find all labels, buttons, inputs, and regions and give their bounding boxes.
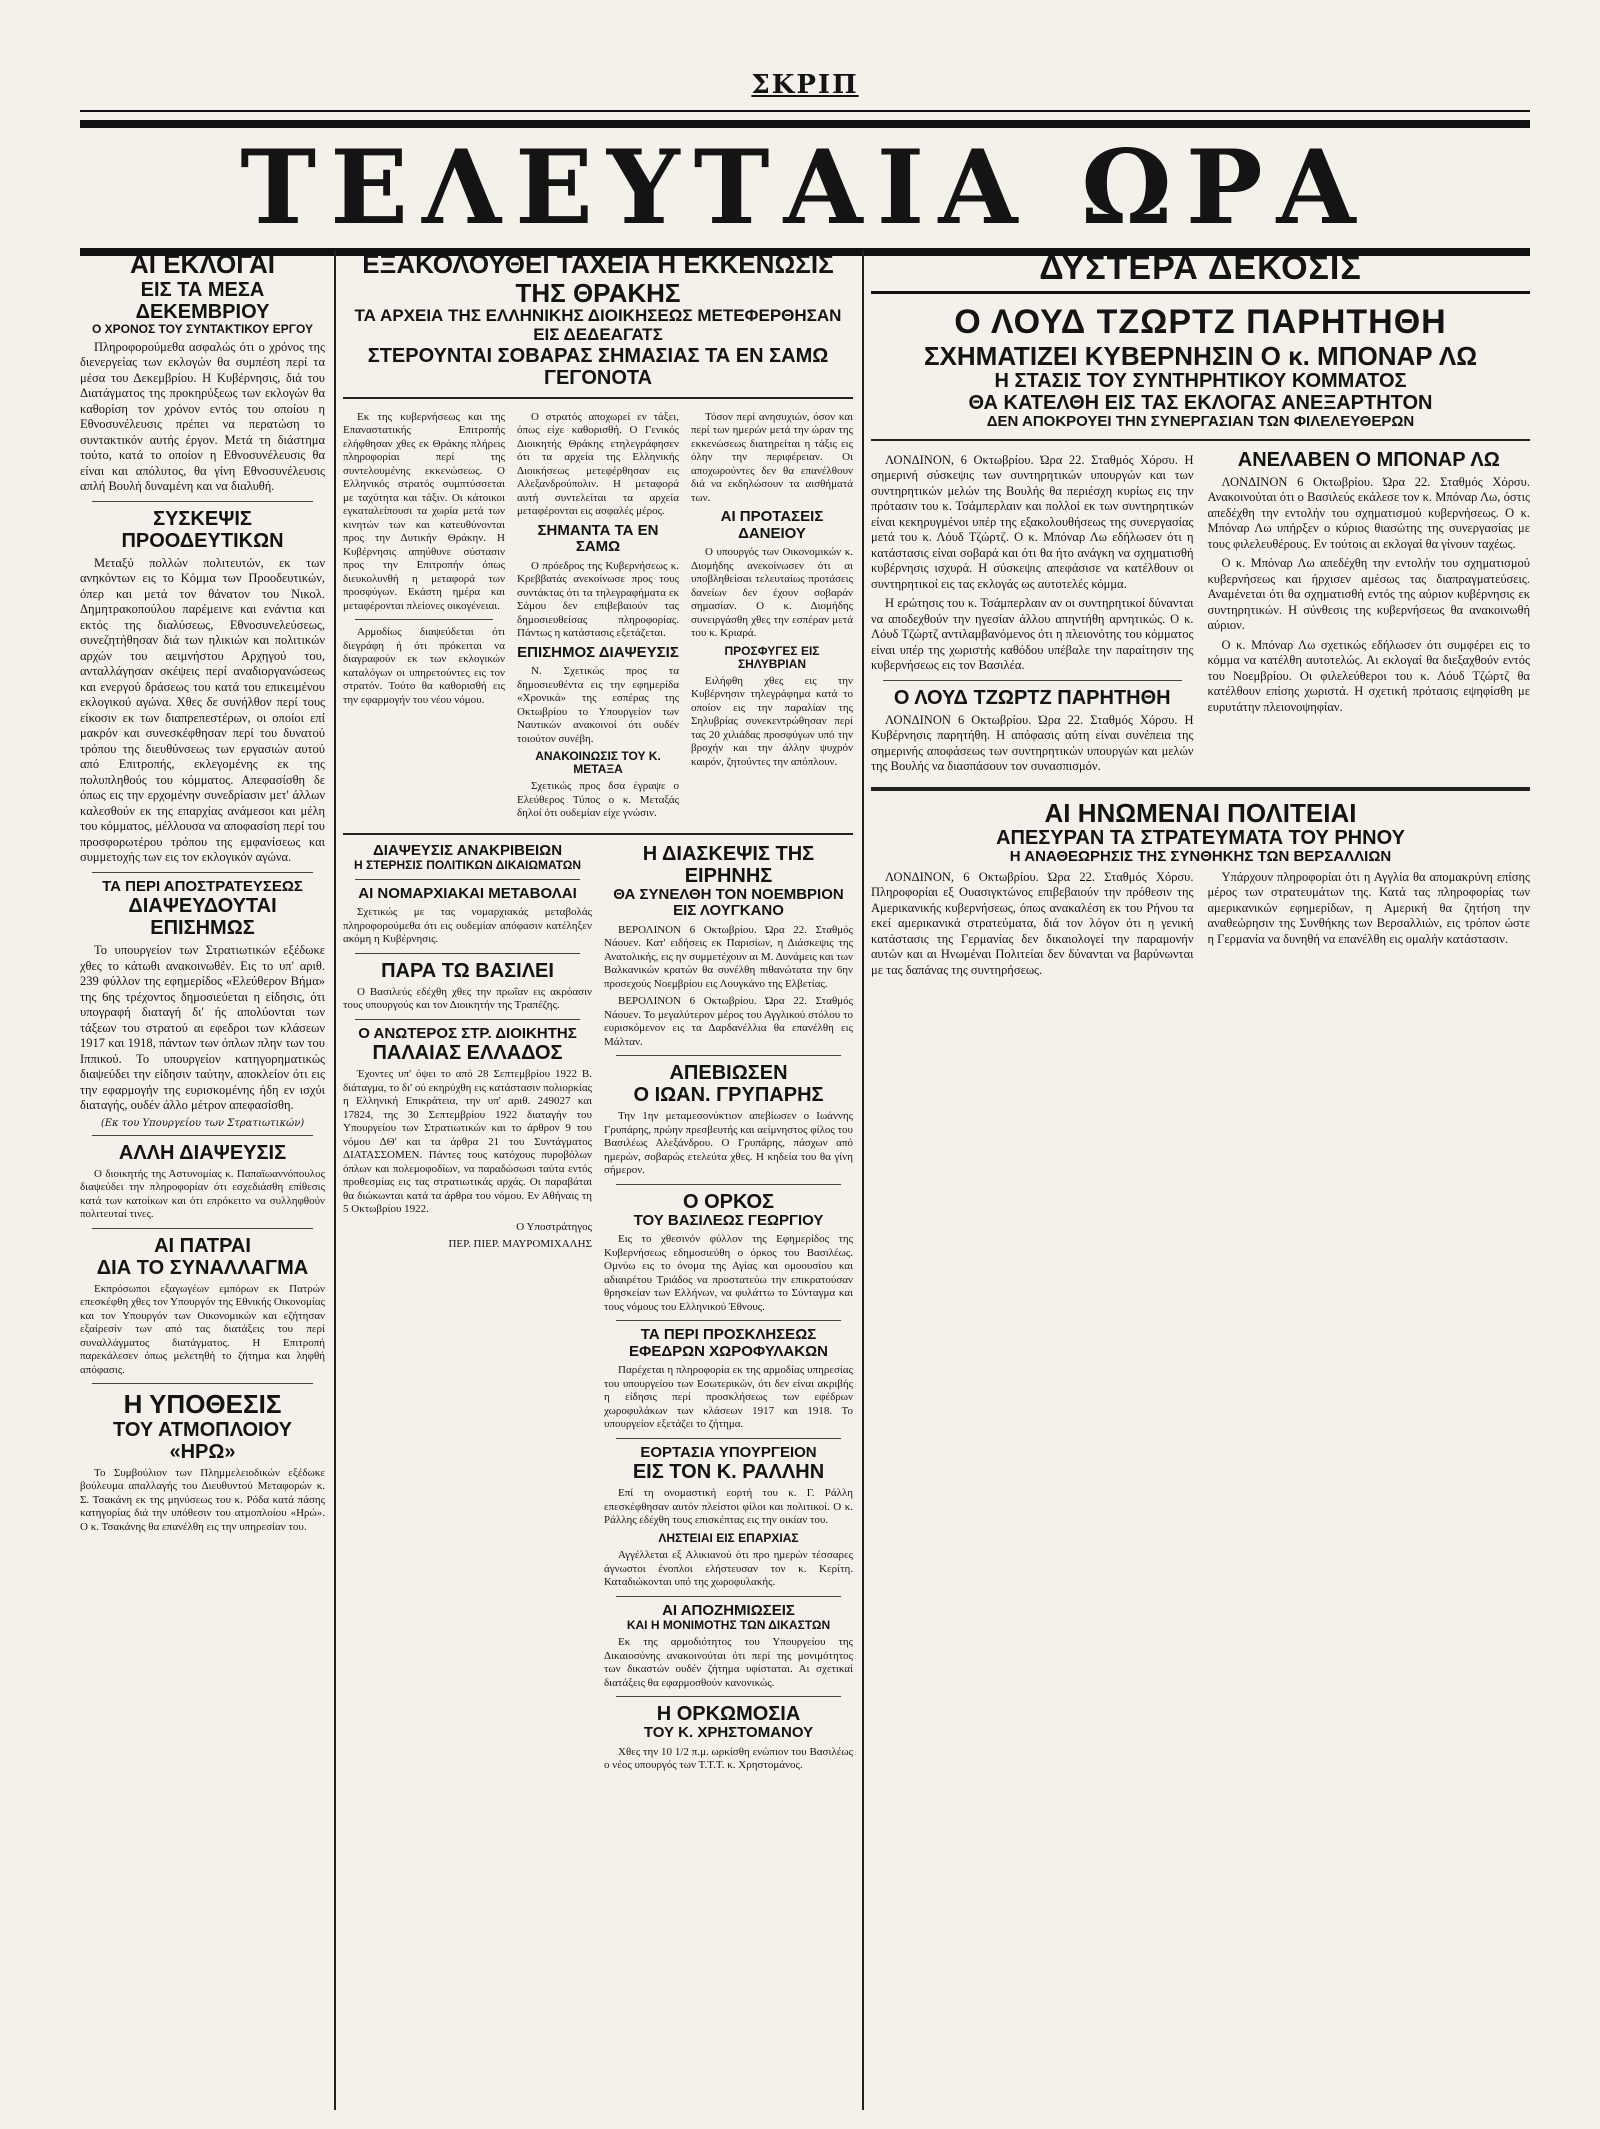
subhead-patras: ΔΙΑ ΤΟ ΣΥΝΑΛΛΑΓΜΑ bbox=[96, 1256, 309, 1279]
headline-lloyd-resigned: Ο ΛΟΥΔ ΤΖΩΡΤΖ ΠΑΡΗΤΗΘΗ bbox=[893, 686, 1171, 709]
divider bbox=[343, 397, 853, 399]
article-gendarmes: Παρέχεται η πληροφορία εκ της αρμοδίας υπηρεσίας του υπουργείου των Εσωτερικών, ότι δεν είναι ακριβής η είδησις περί προσκλήσεως των εφέδρων χωροφυλάκων των κλάσεων 1917 και 1918. Το υπουργείον εξετάζει το ζήτημα. bbox=[604, 1364, 853, 1431]
article-refugees: Ειλήφθη χθες εις την Κυβέρνησιν τηλεγράφημα κατά το οποίον εις την παραλίαν της Σηλυβρίας συνεκεντρώθησαν περί τας 20 χιλιάδας προσφύγων υπό την βροχήν και την άλλην ψυχρόν καιρόν, ζητούντες την απόπλουν. bbox=[691, 674, 853, 768]
article-samos: Ο πρόεδρος της Κυβερνήσεως κ. Κρεββατάς ανεκοίνωσε προς τους συντάκτας ότι τα τηλεγραφήματα εκ Σάμου δεν επιβεβαιούν τας δημοσιευθείσας πληροφορίας. Πάντως η κατάστασις εξετάζεται. bbox=[517, 559, 679, 640]
article-provinces: Αγγέλλεται εξ Αλικιανού ότι προ ημερών τέσσαρες άγνωστοι ένοπλοι ελήστευσαν τον κ. Κερίτη. Καταδιώκονται υπό της χωροφυλακής. bbox=[604, 1549, 853, 1589]
article-peace-2: ΒΕΡΟΛΙΝΟΝ 6 Οκτωβρίου. Ώρα 22. Σταθμός Νάουεν. Το μεγαλύτερον μέρος του Αγγλικού στόλου το ευρισκόμενον εις τα Δαρδανέλλια θα επανέλθη εις Μάλταν. bbox=[604, 995, 853, 1048]
headline-king: ΠΑΡΑ ΤΩ ΒΑΣΙΛΕΙ bbox=[381, 959, 554, 982]
headline-gendarmes: ΤΑ ΠΕΡΙ ΠΡΟΣΚΛΗΣΕΩΣ bbox=[640, 1326, 817, 1344]
masthead: ΣΚΡΙΠ bbox=[751, 70, 859, 100]
headline-other-denial: ΑΛΛΗ ΔΙΑΨΕΥΣΙΣ bbox=[118, 1141, 287, 1164]
headline-provinces: ΛΗΣΤΕΙΑΙ ΕΙΣ ΕΠΑΡΧΙΑΣ bbox=[658, 1530, 799, 1545]
divider bbox=[92, 872, 313, 873]
subhead-elections: ΕΙΣ ΤΑ ΜΕΣΑ ΔΕΚΕΜΒΡΙΟΥ bbox=[135, 278, 270, 323]
headline-case: Η ΥΠΟΘΕΣΙΣ bbox=[123, 1389, 282, 1420]
rhine-article-columns bbox=[871, 866, 1530, 983]
headline-inaccuracies: ΔΙΑΨΕΥΣΙΣ ΑΝΑΚΡΙΒΕΙΩΝ bbox=[372, 841, 563, 859]
headline-bonar-took-over: ΑΝΕΛΑΒΕΝ Ο ΜΠΟΝΑΡ ΛΩ bbox=[1237, 448, 1500, 471]
subhead-commander: ΠΑΛΑΙΑΣ ΕΛΛΑΔΟΣ bbox=[372, 1042, 563, 1065]
subhead-oath: ΤΟΥ ΒΑΣΙΛΕΩΣ ΓΕΩΡΓΙΟΥ bbox=[633, 1211, 824, 1229]
subhead-thrace: ΤΑ ΑΡΧΕΙΑ ΤΗΣ ΕΛΛΗΝΙΚΗΣ ΔΙΟΙΚΗΣΕΩΣ ΜΕΤΕΦΕΡΘΗΣΑΝ ΕΙΣ ΔΕΔΕΑΓΑΤΣ bbox=[354, 306, 842, 344]
divider bbox=[355, 619, 493, 620]
article-metaxas: Σχετικώς προς δσα έγραψε ο Ελεύθερος Τύπος ο κ. Μεταξάς δηλοί ότι ουδεμίαν είχε γνώσιν. bbox=[517, 780, 679, 820]
headline-swearing-in: Η ΟΡΚΩΜΟΣΙΑ bbox=[656, 1703, 801, 1726]
divider bbox=[616, 1438, 841, 1439]
subhead-demobilization: ΔΙΑΨΕΥΔΟΥΤΑΙ ΕΠΙΣΗΜΩΣ bbox=[128, 895, 277, 940]
article-thrace-1b: Αρμοδίως διαψεύδεται ότι διεγράφη ή ότι πρόκειται να διαγραφούν εκ των εκλογικών καταλόγων οι υπηρετούντες εις τον στρατόν. Τούτο θα καθορισθή εις την εφαρμογήν του νέου νόμου. bbox=[343, 626, 505, 706]
subhead-peace: ΘΑ ΣΥΝΕΛΘΗ ΤΟΝ ΝΟΕΜΒΡΙΟΝ ΕΙΣ ΛΟΥΓΚΑΝΟ bbox=[613, 885, 844, 920]
divider bbox=[616, 1184, 841, 1185]
subhead-gendarmes: ΕΦΕΔΡΩΝ ΧΩΡΟΦΥΛΑΚΩΝ bbox=[629, 1342, 828, 1360]
headline-progressives: ΣΥΣΚΕΨΙΣ ΠΡΟΟΔΕΥΤΙΚΩΝ bbox=[121, 507, 284, 552]
article-resignation-a: ΛΟΝΔΙΝΟΝ, 6 Οκτωβρίου. Ώρα 22. Σταθμός Χόρσυ. Η σημερινή σύσκεψις των συντηρητικών υπουργών και των συντηρητικών μελών της Βουλής θα περιέσχη κυρίως εις την πρότασιν του κ. Τσάμπερλαιν και πολλοί εκ των συντηρητικών είναι κεκηρυγμένοι υπέρ της εξακολουθήσεως της συνεργασίας μετά του κ. Λόυδ Τζώρτζ. Ο κ. Μπόναρ Λω εδήλωσεν ότι η κατάστασις είναι σοβαρά και ότι θα ήτο ανάγκη να σχηματισθή κυβέρνησις ισχυρά. Η σύσκεψις απεφάσισε να κατέλθουν οι συντηρητικοί εις τας εκλογάς ως αυτοτελές κόμμα. bbox=[871, 452, 1194, 591]
divider bbox=[343, 833, 853, 835]
subhead-samos: ΣΤΕΡΟΥΝΤΑΙ ΣΟΒΑΡΑΣ ΣΗΜΑΣΙΑΣ ΤΑ ΕΝ ΣΑΜΩ ΓΕΓΟΝΟΤΑ bbox=[367, 344, 829, 389]
column-right bbox=[871, 250, 1530, 2110]
subhead-liberals: ΔΕΝ ΑΠΟΚΡΟΥΕΙ ΤΗΝ ΣΥΝΕΡΓΑΣΙΑΝ ΤΩΝ ΦΙΛΕΛΕΥΘΕΡΩΝ bbox=[986, 413, 1415, 431]
subhead-independent: ΘΑ ΚΑΤΕΛΘΗ ΕΙΣ ΤΑΣ ΕΚΛΟΓΑΣ ΑΝΕΞΑΡΤΗΤΟΝ bbox=[968, 392, 1433, 415]
article-demobilization: Το υπουργείον των Στρατιωτικών εξέδωκε χθες το κάτωθι ανακοινωθέν. Εις το υπ' αριθ. 239 φύλλον της εφημερίδος «Ελεύθερον Βήμα» της 6ης τρέχοντος δημοσιεύεται η είδησις, ότι υπογραφή διαταγή δι' ής απολύονται των τάξεων του στρατού αι εφεδροι των κλάσεων 1917 και 1918, πάντων των όπλων πλην των του Ιππικού. Το υπουργείον κατηγορηματικώς διαψεύδει την είδησιν ταύτην, αποκλείον ότι εις την εφαρμογήν της ευρισκομένης ήδη εν ισχύι διαταγής, ουδέν άλλο μέτρον απεφασίσθη. bbox=[80, 943, 325, 1113]
divider bbox=[616, 1596, 841, 1597]
subhead-judges: ΚΑΙ Η ΜΟΝΙΜΟΤΗΣ ΤΩΝ ΔΙΚΑΣΤΩΝ bbox=[626, 1618, 831, 1633]
signature-name: ΠΕΡ. ΠΙΕΡ. ΜΑΥΡΟΜΙΧΑΛΗΣ bbox=[448, 1238, 592, 1251]
subhead-inaccuracies: Η ΣΤΕΡΗΣΙΣ ΠΟΛΙΤΙΚΩΝ ΔΙΚΑΙΩΜΑΤΩΝ bbox=[353, 858, 582, 873]
thrace-col-2 bbox=[517, 407, 679, 825]
divider bbox=[92, 1228, 313, 1229]
top-rule bbox=[80, 110, 1530, 112]
subhead-versailles: Η ΑΝΑΘΕΩΡΗΣΙΣ ΤΗΣ ΣΥΝΘΗΚΗΣ ΤΩΝ ΒΕΡΣΑΛΛΙΩΝ bbox=[1009, 848, 1392, 866]
column-rule bbox=[334, 250, 336, 2110]
headline-official-denial: ΕΠΙΣΗΜΟΣ ΔΙΑΨΕΥΣΙΣ bbox=[517, 643, 679, 661]
middle-lower-left bbox=[343, 843, 592, 1777]
headline-demobilization: ΤΑ ΠΕΡΙ ΑΠΟΣΤΡΑΤΕΥΣΕΩΣ bbox=[102, 877, 303, 895]
headline-metaxas: ΑΝΑΚΟΙΝΩΣΙΣ ΤΟΥ Κ. ΜΕΤΑΞΑ bbox=[535, 749, 661, 777]
thrace-col-3 bbox=[691, 407, 853, 825]
article-other-denial: Ο διοικητής της Αστυνομίας κ. Παπαϊωαννόπουλος διαψεύδει την πληροφορίαν ότι εσχεδιάσθη επίθεσις κατά των κατοίκων και ότι επρόκειτο να συλληφθούν πολιτευταί τινες. bbox=[80, 1167, 325, 1221]
headline-thrace: ΕΞΑΚΟΛΟΥΘΕΙ ΤΑΧΕΙΑ Η ΕΚΚΕΝΩΣΙΣ ΤΗΣ ΘΡΑΚΗΣ bbox=[362, 250, 834, 308]
banner bbox=[80, 120, 1530, 256]
thrace-article-columns bbox=[343, 407, 853, 825]
newspaper-page bbox=[80, 70, 1530, 2110]
divider bbox=[355, 953, 580, 954]
divider bbox=[355, 879, 580, 880]
article-thrace-3: Τόσον περί ανησυχιών, όσον και περί των ημερών μετά την ώραν της εκκενώσεως διατηρείται η τάξις εις όλην την περιφέρειαν. Οι αποχωρούντες δεν θα επανέλθουν διά να εκδηλώσουν τα αισθήματά των. bbox=[691, 410, 853, 504]
article-rallis: Επί τη ονομαστική εορτή του κ. Γ. Ράλλη επεσκέφθησαν αυτόν πλείστοι φίλοι και πολιτικοί. Ο κ. Ράλλης εδέχθη τους επισκέπτας εις την οικίαν του. bbox=[604, 1487, 853, 1527]
headline-commander: Ο ΑΝΩΤΕΡΟΣ ΣΤΡ. ΔΙΟΙΚΗΤΗΣ bbox=[358, 1024, 577, 1042]
divider bbox=[871, 787, 1530, 791]
article-nomarchs: Σχετικώς με τας νομαρχιακάς μεταβολάς πληροφορούμεθα ότι εις ουδεμίαν απόφασιν κατέληξεν ακόμη η Κυβέρνησις. bbox=[343, 906, 592, 946]
headline-judges: ΑΙ ΑΠΟΖΗΜΙΩΣΕΙΣ bbox=[662, 1601, 795, 1619]
article-oath: Εις το χθεσινόν φύλλον της Εφημερίδος της Κυβερνήσεως εδημοσιεύθη ο όρκος του Βασιλέως. Ομνύω εις το όνομα της Αγίας και ομοουσίου και αδιαιρέτου Τριάδος να προστατεύω την επικρατούσαν θρησκείαν των Ελλήνων, να φυλάττω το Σύνταγμα και τους νόμους του Ελληνικού Έθνους. bbox=[604, 1233, 853, 1313]
article-commander: Έχοντες υπ' όψει το από 28 Σεπτεμβρίου 1922 Β. διάταγμα, το δι' ού εκηρύχθη εις κατάστασιν πολιορκίας η Ελληνική Επικράτεια, την υπ' αριθ. 249027 και 17824, της 30 Σεπτεμβρίου 1922 διαταγήν του Υπουργείου των Στρατιωτικών και το άρθρον 9 του νόμου ΔΘ' και τα άρθρα 21 του Συντάγματος ΔΙΑΤΑΣΣΟΜΕΝ. Πάντες τους κατόχους πυροβόλων όπλων και πολεμοφοδίων, να παραδώσωσι ταύτα εντός προθεσμίας εις τας στρατιωτικάς αρχάς. Οι παραβάται θα διώκωνται κατά τα άρθρα του νόμου. Εν Αθήναις τη 5 Οκτωβρίου 1922. bbox=[343, 1068, 592, 1216]
subhead-case: ΤΟΥ ΑΤΜΟΠΛΟΙΟΥ «ΗΡΩ» bbox=[113, 1418, 292, 1463]
banner-title: ΤΕΛΕΥΤΑΙΑ ΩΡΑ bbox=[240, 128, 1370, 248]
subhead-bonar-law: ΣΧΗΜΑΤΙΖΕΙ ΚΥΒΕΡΝΗΣΙΝ Ο κ. ΜΠΟΝΑΡ ΛΩ bbox=[923, 340, 1478, 371]
article-thrace-2: Ο στρατός αποχωρεί εν τάξει, όπως είχε καθορισθή. Ο Γενικός Διοικητής Θράκης ετηλεγράφησεν ότι τα αρχεία της Ελληνικής Διοικήσεως μετεφέρθησαν εις Αλεξανδρούπολιν. Η μεταφορά αυτή συντελείται τα αρχεία μεταφέρονται εις ασφαλές μέρος. bbox=[517, 410, 679, 518]
article-elections: Πληροφορούμεθα ασφαλώς ότι ο χρόνος της διενεργείας των εκλογών θα συμπέση περί τα μέσα του Δεκεμβρίου. Η Κυβέρνησις, διά του Διατάγματος της προκηρύξεως των εκλογών θα καθορίση τον χρόνον εντός του οποίου η Εθνοσυνέλευσις πρέπει να περατώση το συντακτικόν αυτής έργον. Μετά τη διάστημα τούτο, κατά το οποίον η Εθνοσυνέλευσις θα είναι και απόλυτος, θα γίνη Εθνοσυνέλευσις απλή Βουλή δυναμένη και να διαλυθή. bbox=[80, 339, 325, 494]
column-middle bbox=[343, 250, 853, 2110]
divider bbox=[92, 1383, 313, 1384]
article-peace-1: ΒΕΡΟΛΙΝΟΝ 6 Οκτωβρίου. Ώρα 22. Σταθμός Νάουεν. Κατ' ειδήσεις εκ Παρισίων, η Διάσκεψις της Ανατολικής, εις ην συμμετέχουν αι Μ. Δυνάμεις και των Βαλκανικών κρατών θα συνέλθη πιθανώτατα την 6ην προσεχούς Νοεμβρίου εις Λουγκάνο της Ελβετίας. bbox=[604, 923, 853, 990]
article-progressives: Μεταξύ πολλών πολιτευτών, εκ των ανηκόντων εις το Κόμμα των Προοδευτικών, όπερ και μετά τον θάνατον του Νικολ. Δημητρακοπούλου παρέμεινε και ενάντια και εκτός της διαλύσεως, Εθνοσυνελεύσεως, συνεζητήθησαν διά των ηλικιών και πολιτικών αρχών του αειμνήστου Αρχηγού του, ανταλλάγησαν σκέψεις περί αναδιοργανώσεως και ενεργού δράσεως του κατά του επικειμένου εκλογικού αγώνα. Χθες δε συνήλθον περί τους είκοσιν εκ των διαπρεπεστέρων, οι οποίοι επί μακρόν και συνεσκέφθησαν περί του δυνατού τρόπου της διευθύνσεως των εργασιών αυτού από Επιτροπής, εκλεγομένης εκ της πολυπληθούς του κόμματος. Απεφασίσθη δε όπως εις την ερχομένην συνεδρίασιν μετ' άλλων καλεσθούν εκ της επαρχίας ανάμεσοι και μέλη του κόμματος, μέλλουσα να αποφασίση περί του προσφορωτέρου τρόπου της εμφανίσεως και συμμετοχής των εις τον εκλογικόν αγώνα. bbox=[80, 555, 325, 865]
article-lloyd-resigned: ΛΟΝΔΙΝΟΝ 6 Οκτωβρίου. Ώρα 22. Σταθμός Χόρσυ. Η Κυβέρνησις παρητήθη. Η απόφασις αύτη είναι συνέπεια της σημερινής αποφάσεως των συντηρητικών υπουργών και μελών της Βουλής να διασπάσουν τον συνασπισμόν. bbox=[871, 712, 1194, 774]
middle-lower-right bbox=[604, 843, 853, 1777]
note-source: (Εκ του Υπουργείου των Στρατιωτικών) bbox=[100, 1117, 305, 1129]
subhead-rallis: ΕΙΣ ΤΟΝ Κ. ΡΑΛΛΗΝ bbox=[632, 1461, 825, 1484]
divider bbox=[871, 439, 1530, 441]
signature-rank: Ο Υποστράτηγος bbox=[516, 1220, 592, 1233]
right-article-columns bbox=[871, 449, 1530, 779]
article-bonar-d: Ο κ. Μπόναρ Λω σχετικώς εδήλωσεν ότι συμφέρει εις το κόμμα να κατέλθη αυτοτελώς. Αι εκλογαί θα διεξαχθούν εντός του Νοεμβρίου. Οι φιλελεύθεροι του κ. Λόυδ Τζώρτζ θα κατέλθουν επίσης χωριστά. Η σχετική πρότασις εψηφίσθη με ευρυτάτην πλειονοψηφίαν. bbox=[1207, 637, 1530, 714]
headline-peace: Η ΔΙΑΣΚΕΨΙΣ ΤΗΣ ΕΙΡΗΝΗΣ bbox=[642, 842, 815, 887]
subhead-conservatives: Η ΣΤΑΣΙΣ ΤΟΥ ΣΥΝΤΗΡΗΤΙΚΟΥ ΚΟΜΜΑΤΟΣ bbox=[994, 370, 1407, 393]
subhead-obituary: Ο ΙΩΑΝ. ΓΡΥΠΑΡΗΣ bbox=[633, 1084, 824, 1107]
article-swearing-in: Χθες την 10 1/2 π.μ. ωρκίσθη ενώπιον του Βασιλέως ο νέος υπουργός των Τ.Τ.Τ. κ. Χρηστομάνος. bbox=[604, 1745, 853, 1772]
divider bbox=[92, 501, 313, 502]
article-bonar-c: Ο κ. Μπόναρ Λω απεδέχθη την εντολήν του σχηματισμού κυβερνήσεως και ήρχισεν αμέσως τας διαπραγματεύσεις. Αναμένεται ότι θα σχηματισθή εντός της αύριον κυβέρνησις εκ συντηρητικών. Η σύνθεσις της κυβερνήσεως θα ανακοινωθή αύριον. bbox=[1207, 556, 1530, 633]
article-loan: Ο υπουργός των Οικονομικών κ. Διομήδης ανεκοίνωσεν ότι αι υποβληθείσαι τελευταίως προτάσεις δανείων δεν έχουν σοβαράν σημασίαν. Ο κ. Διομήδης συνειργάσθη χθες την εσπέραν μετά του κ. Κριαρά. bbox=[691, 546, 853, 640]
headline-obituary: ΑΠΕΒΙΩΣΕΝ bbox=[669, 1062, 788, 1085]
middle-lower-columns bbox=[343, 843, 853, 1777]
headline-oath: Ο ΟΡΚΟΣ bbox=[682, 1190, 775, 1213]
headline-lloyd-george: Ο ΛΟΥΔ ΤΖΩΡΤΖ ΠΑΡΗΤΗΘΗ bbox=[954, 303, 1447, 342]
right-col-1 bbox=[871, 449, 1194, 779]
subhead-elections-2: Ο ΧΡΟΝΟΣ ΤΟΥ ΣΥΝΤΑΚΤΙΚΟΥ ΕΡΓΟΥ bbox=[92, 321, 313, 336]
divider bbox=[883, 680, 1182, 681]
headline-refugees: ΠΡΟΣΦΥΓΕΣ ΕΙΣ ΣΗΛΥΒΡΙΑΝ bbox=[724, 643, 820, 671]
thrace-col-1 bbox=[343, 407, 505, 825]
article-case: Το Συμβούλιον των Πλημμελειοδικών εξέδωκε βούλευμα απαλλαγής του Διευθυντού Μεταφορών κ. Σ. Τσακάνη εκ της μηνύσεως του κ. Ρόδα κατά πάσης κατηγορίας διά την υπόθεσιν του ατμοπλοίου «Ηρώ». Ο κ. Τσακάνης θα επανέλθη εις την υπηρεσίαν του. bbox=[80, 1466, 325, 1533]
divider bbox=[616, 1320, 841, 1321]
headline-rallis: ΕΟΡΤΑΣΙΑ ΥΠΟΥΡΓΕΙΟΝ bbox=[640, 1443, 817, 1461]
article-patras: Εκπρόσωποι εξαγωγέων εμπόρων εκ Πατρών επεσκέφθη χθες τον Υπουργόν της Εθνικής Οικονομίας και τον Υπουργόν των Οικονομικών και εζήτησαν εξαίρεσίν των από τας διατάξεις του περί συναλλάγματος διατάγματος. Η Επιτροπή παρεκάλεσεν όπως μελετηθή το ζήτημα και ληφθή απόφασις. bbox=[80, 1282, 325, 1376]
article-rhine-a: ΛΟΝΔΙΝΟΝ, 6 Οκτωβρίου. Ώρα 22. Σταθμός Χόρσυ. Πληροφορίαι εξ Ουασιγκτώνος επιβεβαιούν την πρόθεσιν της Αμερικανικής κυβερνήσεως, όπως ανακαλέση εκ του Ρήνου τα εκεί αμερικανικά στρατεύματα, διά τον λόγον ότι η γενική κατάστασις της Γερμανίας δεν δικαιολογεί την παραμονήν αυτών και αι Ηνωμέναι Πολιτείαι δεν δύνανται να βαρύνωνται με τας δαπάνας της συντηρήσεως. bbox=[871, 869, 1194, 977]
column-left bbox=[80, 250, 325, 2110]
subhead-rhine: ΑΠΕΣΥΡΑΝ ΤΑ ΣΤΡΑΤΕΥΜΑΤΑ ΤΟΥ ΡΗΝΟΥ bbox=[996, 827, 1405, 850]
divider bbox=[355, 1019, 580, 1020]
article-rhine-b: Υπάρχουν πληροφορίαι ότι η Αγγλία θα απομακρύνη επίσης μέρος των στρατευμάτων της. Κατά τας πληροφορίας των αμερικανικών εφημερίδων, η Αμερική θα ζητήση την αναθεώρησιν της Συνθήκης των Βερσαλλιών, εις τρόπον ώστε η Γερμανία να δυνηθή να επανέλθη εις ομαλήν κατάστασιν. bbox=[1207, 869, 1530, 946]
headline-united-states: ΑΙ ΗΝΩΜΕΝΑΙ ΠΟΛΙΤΕΙΑΙ bbox=[1044, 797, 1357, 828]
subhead-swearing-in: ΤΟΥ Κ. ΧΡΗΣΤΟΜΑΝΟΥ bbox=[643, 1724, 814, 1742]
article-resignation-b: Η ερώτησις του κ. Τσάμπερλαιν αν οι συντηρητικοί δύνανται να αποδεχθούν την ηγεσίαν άλλου απηντήθη αρνητικώς. Ο κ. Λόυδ Τζώρτζ αντιλαμβανόμενος ότι η πλειονότης του κόμματος είναι υπέρ της χωριστής καθόδου υπέβαλε την παραίτησιν της κυβερνήσεως εις τον Βασιλέα. bbox=[871, 596, 1194, 673]
headline-loan: ΑΙ ΠΡΟΤΑΣΕΙΣ ΔΑΝΕΙΟΥ bbox=[720, 508, 824, 542]
article-bonar-took-over: ΛΟΝΔΙΝΟΝ 6 Οκτωβρίου. Ώρα 22. Σταθμός Χόρσυ. Ανακοινούται ότι ο Βασιλεύς εκάλεσε τον κ. Μπόναρ Λω, όστις απεδέχθη την εντολήν του σχηματισμού κυβερνήσεως. Ο κ. Μπόναρ Λω υπήρξεν ο κύριος θιασώτης της συνεργασίας με τους φιλελευθέρους. Εν τούτοις αι εκλογαί θα γίνουν ταχέως. bbox=[1207, 474, 1530, 551]
headline-samos-events: ΣΗΜΑΝΤΑ ΤΑ ΕΝ ΣΑΜΩ bbox=[537, 521, 659, 556]
divider bbox=[616, 1696, 841, 1697]
headline-second-dispatch: ΔΥΣΤΕΡΑ ΔΕΚΟΣΙΣ bbox=[871, 250, 1530, 294]
article-obituary: Την 1ην μεταμεσονύκτιον απεβίωσεν ο Ιωάννης Γρυπάρης, πρώην πρεσβευτής και αείμνηστος φίλος του Βασιλέως Αλεξάνδρου. Ο Γρυπάρης, πάσχων από ημερών, σοβαρώς ετελεύτα χθες. Η κηδεία του θα γίνη σήμερον. bbox=[604, 1110, 853, 1177]
article-thrace-1: Εκ της κυβερνήσεως και της Επαναστατικής Επιτροπής ελήφθησαν χθες εκ Θράκης πλήρεις πληροφορίαι περί της συντελουμένης εκκενώσεως. Ο Ελληνικός στρατός συμπτύσσεται με ταχύτητα και τάξιν. Οι κάτοικοι εγκαταλείπουσι τα χωρία μετά των κινητών των και κατευθύνονται προς την Δυτικήν Θράκην. Η Κυβέρνησις απηύθυνε σύστασιν προς την Επιτροπήν όπως διευκολυνθή η μεταφορά των προσφύγων. Εκάστη ημέρα και μεταφέρονται πλείονες οικογένειαι. bbox=[343, 410, 505, 612]
headline-patras: ΑΙ ΠΑΤΡΑΙ bbox=[154, 1234, 251, 1257]
article-king: Ο Βασιλεύς εδέχθη χθες την πρωΐαν εις ακρόασιν τους υπουργούς και τον Διοικητήν της Τραπέζης. bbox=[343, 985, 592, 1012]
right-col-2 bbox=[1208, 449, 1531, 779]
headline-elections: ΑΙ ΕΚΛΟΓΑΙ bbox=[129, 250, 275, 279]
article-official-denial: Ν. Σχετικώς προς τα δημοσιευθέντα εις την εφημερίδα «Χρονικά» της εσπέρας της Οκτωβρίου το Υπουργείον των Ναυτικών ανακοινοί ότι ουδέν τοιούτον συνέβη. bbox=[517, 665, 679, 745]
article-judges: Εκ της αρμοδιότητος του Υπουργείου της Δικαιοσύνης ανακοινούται ότι περί της μονιμότητος των δικαστών ουδέν ζήτημα υφίσταται. Αι σχετικαί διατάξεις θα εφαρμοσθούν κανονικώς. bbox=[604, 1636, 853, 1689]
divider bbox=[92, 1135, 313, 1136]
headline-nomarchs: ΑΙ ΝΟΜΑΡΧΙΑΚΑΙ ΜΕΤΑΒΟΛΑΙ bbox=[358, 884, 577, 902]
column-rule bbox=[862, 250, 864, 2110]
divider bbox=[616, 1055, 841, 1056]
